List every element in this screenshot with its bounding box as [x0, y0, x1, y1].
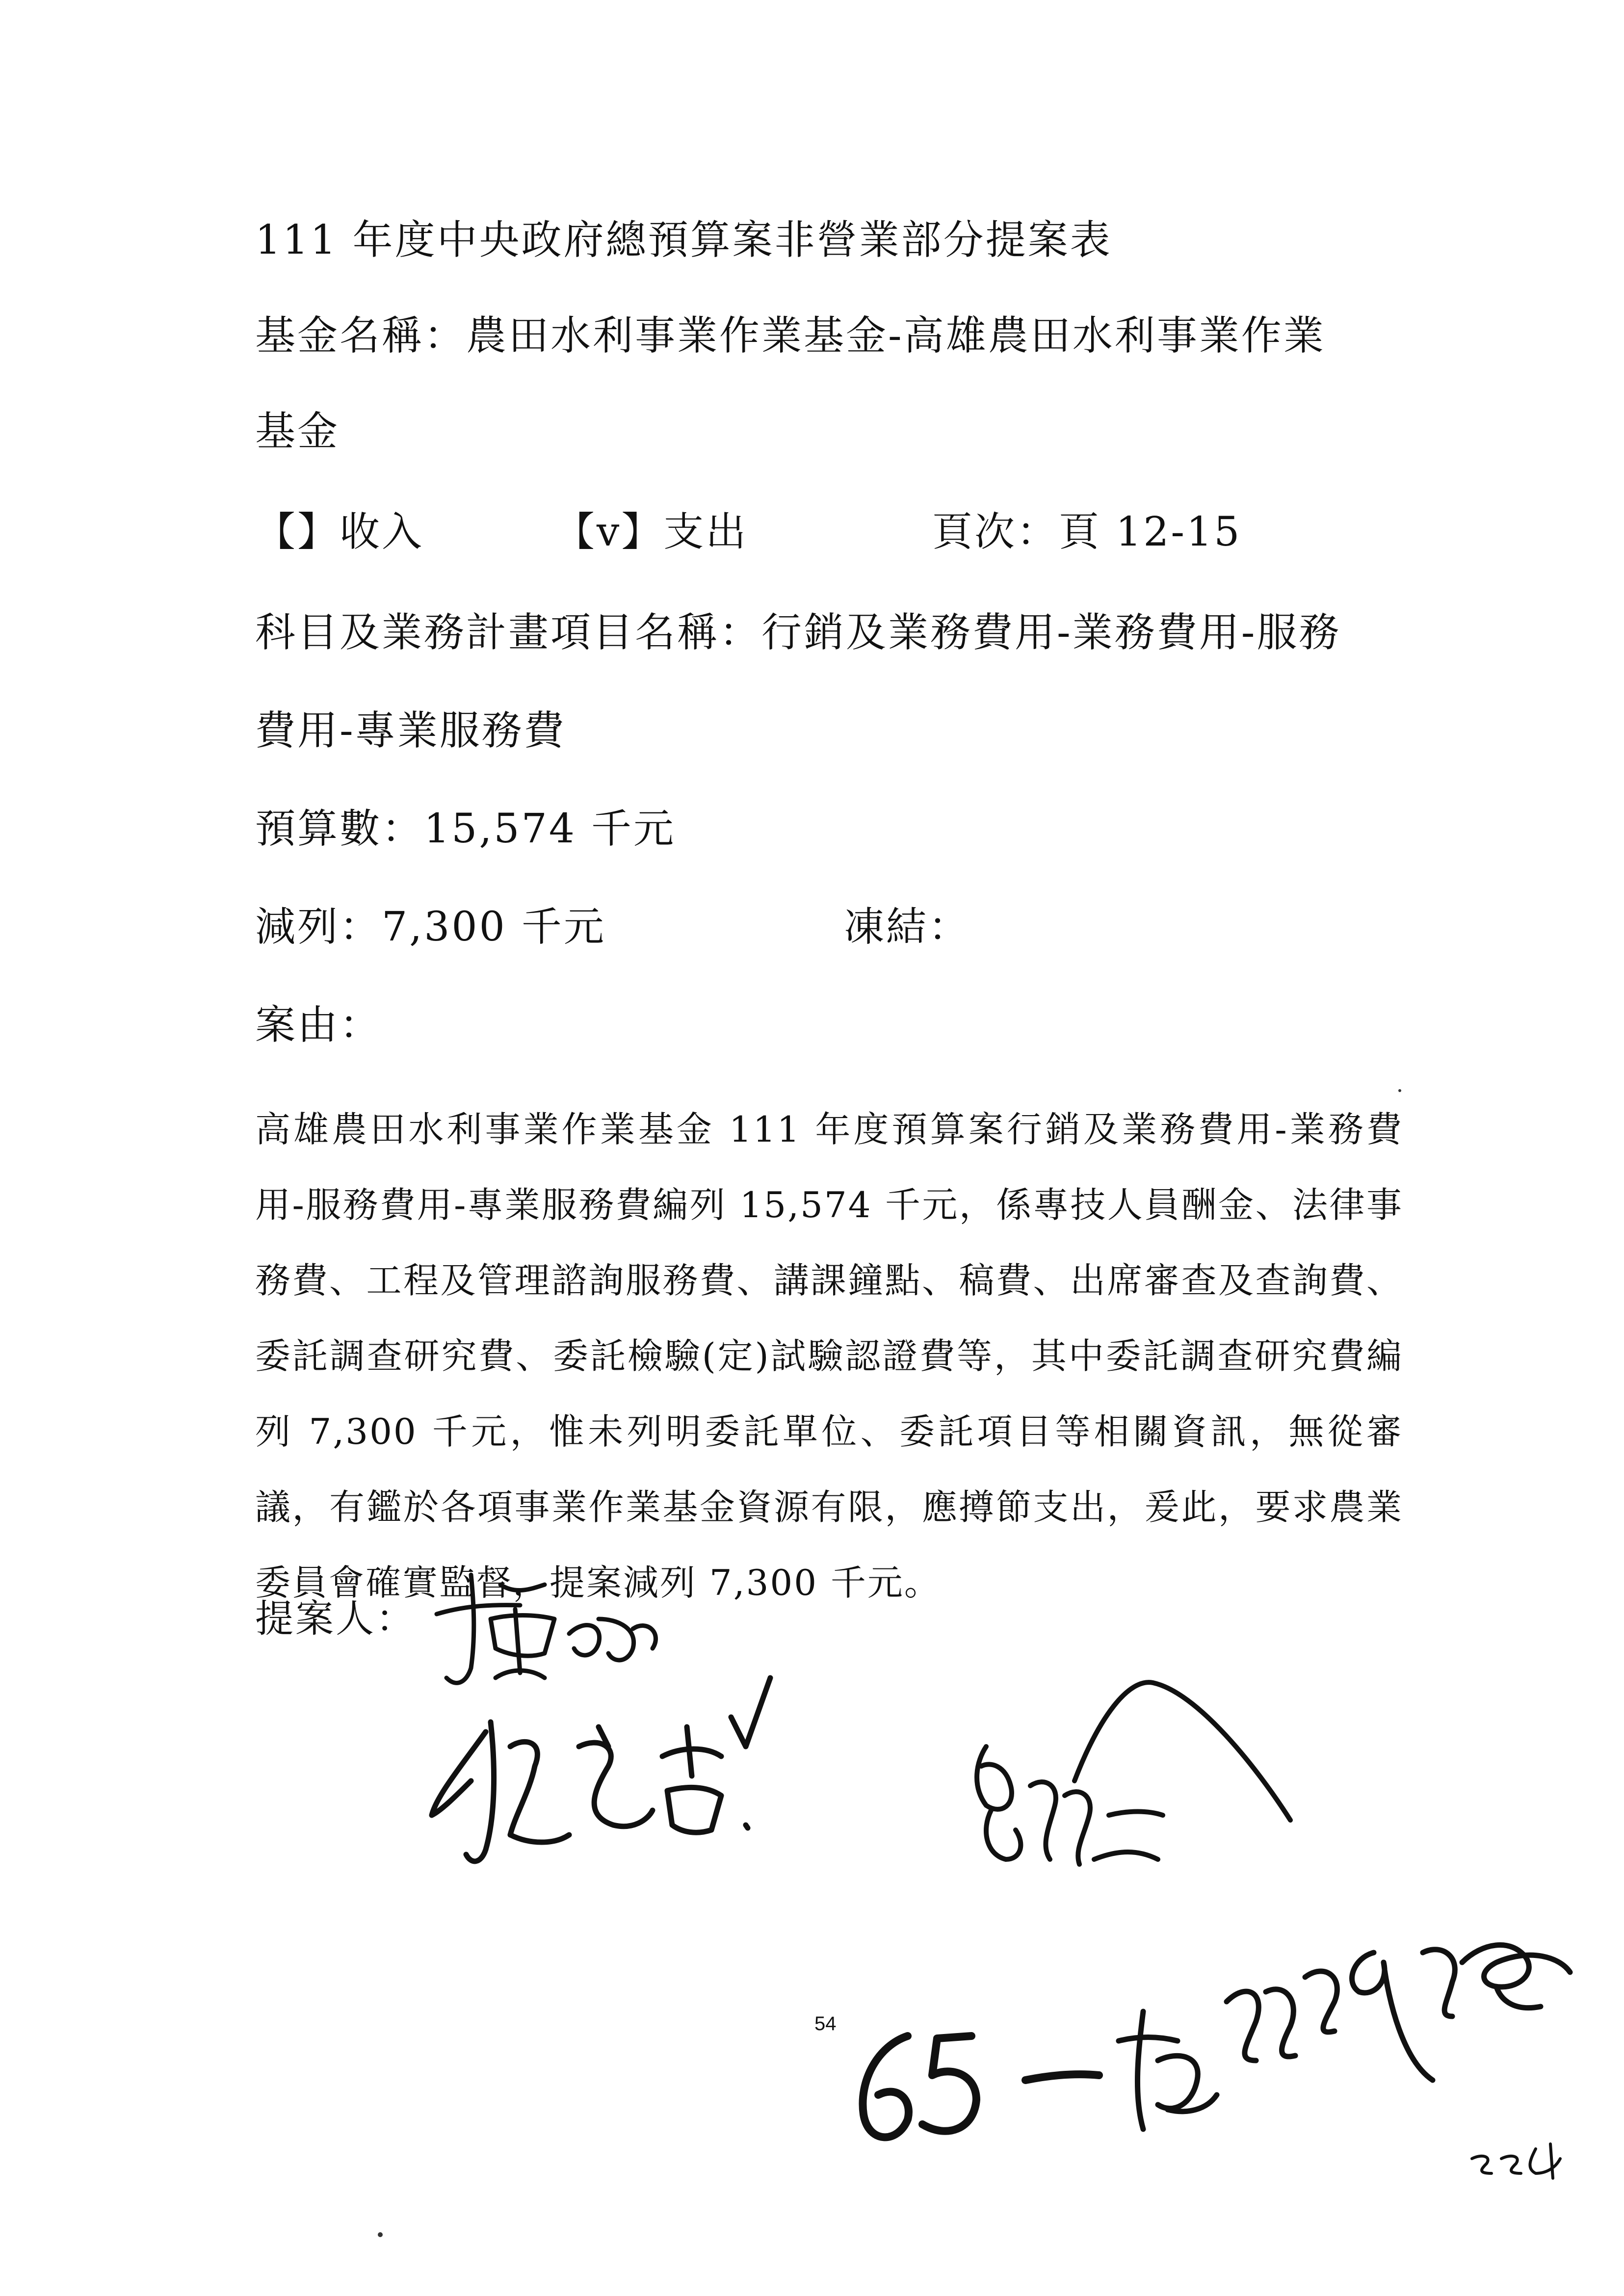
- reduction-amount: 減列：7,300 千元: [255, 904, 606, 950]
- reason-label: 案由：: [255, 1002, 382, 1048]
- reason-text: 高雄農田水利事業作業基金 111 年度預算案行銷及業務費用-業務費用-服務費用-專業服務費編列 15,574 千元，係專技人員酬金、法律事務費、工程及管理諮詢服務費、講課鐘點、稿費、出席審查及查詢費、委託調查研究費、委託檢驗(定)試驗認證費等，其中委託調查研究費編列 7,300 千元，惟未列明委託單位、委託項目等相關資訊，無從審議，有鑑於各項事業作業基金資源有限，應撙節支出，爰此，要求農業委員會確實監督，提案減列 7,300 千元。: [255, 1109, 1403, 1603]
- signature-2: [432, 1678, 770, 1861]
- scan-speck: [1398, 1089, 1401, 1092]
- freeze-amount: 凍結：: [844, 904, 971, 950]
- handwritten-number-65: [863, 2036, 1099, 2137]
- signature-3: [977, 1682, 1290, 1864]
- budget-amount: 預算數：15,574 千元: [255, 806, 676, 852]
- proposer-label: 提案人：: [255, 1597, 417, 1641]
- document-title: 111 年度中央政府總預算案非營業部分提案表: [255, 217, 1112, 263]
- item-name-line-1: 科目及業務計畫項目名稱：行銷及業務費用-業務費用-服務: [255, 609, 1341, 656]
- fund-name-line-1: 基金名稱：農田水利事業作業基金-高雄農田水利事業作業: [255, 313, 1326, 359]
- expense-option: 【v】支出: [554, 509, 748, 555]
- scan-speck: [378, 2232, 383, 2237]
- signature-5: [1352, 1945, 1570, 2080]
- page-reference: 頁次：頁 12-15: [932, 509, 1242, 555]
- handwritten-mark: [1472, 2144, 1560, 2178]
- income-option: 【】收入: [255, 509, 424, 555]
- page-number: 54: [814, 2013, 837, 2035]
- fund-name-line-2: 基金: [255, 408, 340, 455]
- item-name-line-2: 費用-專業服務費: [255, 707, 566, 754]
- signature-4: [1119, 1971, 1337, 2129]
